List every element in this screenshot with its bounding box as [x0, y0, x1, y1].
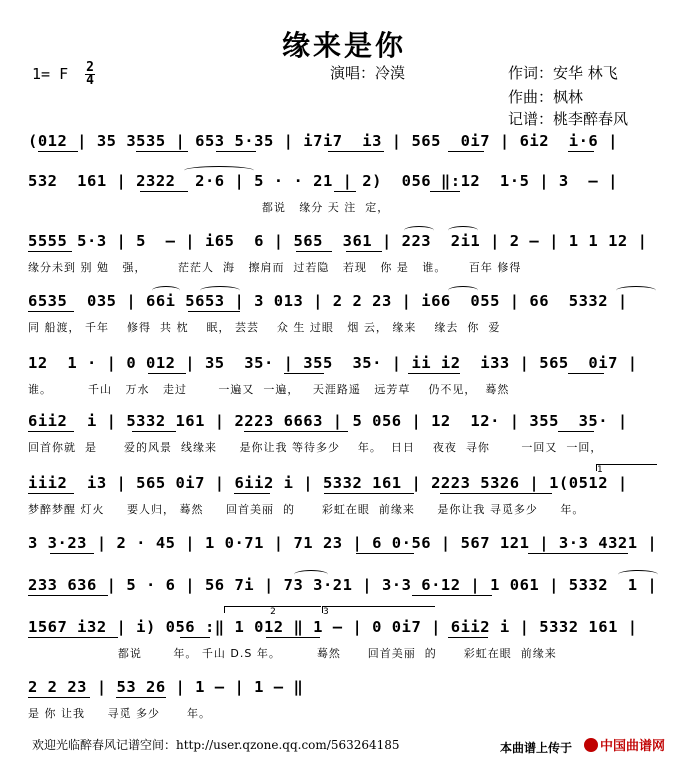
lyricist-credit: 作词：安华 林飞 [508, 64, 618, 82]
singer-credit: 演唱：冷漠 [330, 64, 406, 82]
notes: 2 2 23 | 53 26 | 1 – | 1 – ‖ [28, 678, 304, 696]
uploader-text: 本曲谱上传于 [500, 741, 573, 755]
key-signature [32, 62, 95, 87]
key-text: 1= F [32, 65, 69, 83]
volta-1: 1 [596, 464, 657, 471]
notes: 6ii2 i | 5332 161 | 2223 6663 | 5 056 | 12 12· | 355 35· | [28, 412, 628, 430]
notes: 6535 035 | 66i 5653 | 3 013 | 2 2 23 | i66 055 | 66 5332 | [28, 292, 628, 310]
site-logo[interactable] [584, 735, 665, 754]
time-signature-top: 2 [86, 60, 94, 75]
notes: 1567 i32 | i) 056 :‖ 1 012 ‖ 1 – | 0 0i7 | 6ii2 i | 5332 161 | [28, 618, 638, 636]
lyrics: 都说 缘分 天 注 定， [28, 201, 390, 214]
notes: 12 1 · | 0 012 | 35 35· | 355 35· | ii i2 i33 | 565 0i7 | [28, 354, 638, 372]
lyrics: 都说 年。 千山 D.S 年。 蓦然 回首美丽 的 彩虹在眼 前缘来 [28, 647, 557, 660]
volta-3: 3 [322, 606, 435, 613]
page-title: 缘来是你 [281, 29, 406, 62]
lyrics: 梦醉梦醒 灯火 要人归， 蓦然 回首美丽 的 彩虹在眼 前缘来 是你让我 寻觅多少 年。 [28, 503, 585, 516]
lyrics: 回首你就 是 爱的风景 线缘来 是你让我 等待多少 年。 日日 夜夜 寻你 一回又 一回， [28, 441, 603, 454]
lyrics: 同 船渡， 千年 修得 共 枕 眠， 芸芸 众 生 过眼 烟 云， 缘来 缘去 你 爱 [28, 321, 501, 334]
notes: 233 636 | 5 · 6 | 56 7i | 73 3·21 | 3·3 6·12 | 1 061 | 5332 1 | [28, 576, 658, 594]
notes: 3 3·23 | 2 · 45 | 1 0·71 | 71 23 | 6 0·56 | 567 121 | 3·3 4321 | [28, 534, 658, 552]
notes: 532 161 | 2322 2·6 | 5 · · 21 | 2) 056 ‖:12 1·5 | 3 – | [28, 172, 618, 190]
notes: 5555 5·3 | 5 – | i65 6 | 565 361 | 223 2i1 | 2 – | 1 1 12 | [28, 232, 648, 250]
time-signature [85, 62, 95, 87]
lyrics: 缘分未到 别 勉 强， 茫茫人 海 擦肩而 过若隐 若现 你 是 谁。 百年 修得 [28, 261, 522, 274]
logo-text: 中国曲谱网 [600, 739, 666, 754]
notes: iii2 i3 | 565 0i7 | 6ii2 i | 5332 161 | 2223 5326 | 1(0512 | [28, 474, 628, 492]
logo-mark-icon [584, 738, 598, 752]
footer-visit-text: 欢迎光临醉春风记谱空间：http://user.qzone.qq.com/563264185 [32, 738, 400, 752]
composer-credit: 作曲：枫林 [508, 88, 584, 106]
time-signature-bottom: 4 [86, 73, 94, 88]
transcriber-credit: 记谱：桃李醉春风 [508, 110, 629, 128]
lyrics: 谁。 千山 万水 走过 一遍又 一遍， 天涯路遥 远芳草 仍不见， 蓦然 [28, 383, 510, 396]
volta-2: 2 [224, 606, 321, 613]
lyrics: 是 你 让我 寻觅 多少 年。 [28, 707, 211, 720]
notes: (012 | 35 3535 | 653 5·35 | i7i7 i3 | 565 0i7 | 6i2 i·6 | [28, 132, 618, 150]
